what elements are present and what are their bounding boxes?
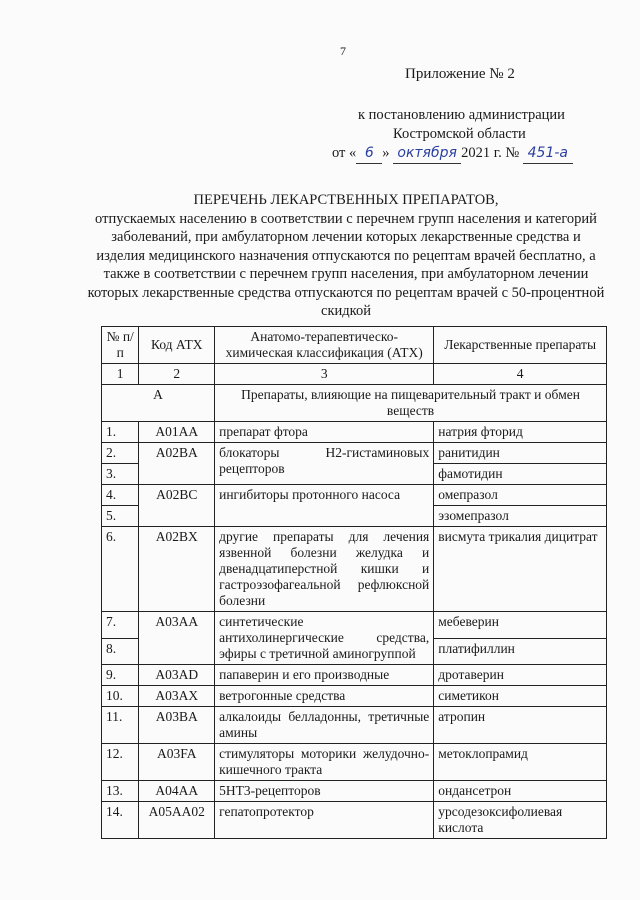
col-number-4: 4 [434,364,607,385]
row-number: 7. [102,612,139,639]
atc-code: A03BA [139,707,215,744]
atc-class: другие препараты для лечения язвенной болезни желудка и двенадцатиперстной кишки и гастроэзофагеальной рефлюксной болезни [215,527,434,612]
table-row [102,665,607,686]
table-header-row [102,327,607,364]
drug-name: ранитидин [434,443,607,464]
atc-class: ветрогонные средства [215,686,434,707]
decree-reference [332,106,573,164]
decree-month: октября [393,144,461,164]
atc-code: A02BC [139,485,215,527]
atc-class: стимуляторы моторики желудочно-кишечного тракта [215,744,434,781]
table-row [102,707,607,744]
table-row [102,686,607,707]
decree-date-line [332,144,573,164]
atc-code: A05AA02 [139,802,215,839]
decree-mid: » [382,145,390,161]
drug-name: атропин [434,707,607,744]
section-title: Препараты, влияющие на пищеварительный тракт и обмен веществ [215,385,607,422]
atc-class: блокаторы Н2-гистаминовых рецепторов [215,443,434,485]
atc-code: A03AX [139,686,215,707]
atc-code: A03AD [139,665,215,686]
col-number-1: 1 [102,364,139,385]
atc-class: 5НТ3-рецепторов [215,781,434,802]
table-row [102,527,607,612]
heading-title: ПЕРЕЧЕНЬ ЛЕКАРСТВЕННЫХ ПРЕПАРАТОВ, [193,192,499,208]
row-number: 14. [102,802,139,839]
atc-code: A03FA [139,744,215,781]
table-row [102,612,607,639]
section-letter: А [102,385,215,422]
table-row [102,422,607,443]
table-row [102,443,607,464]
page-number: 7 [340,44,346,58]
row-number: 12. [102,744,139,781]
row-number: 2. [102,443,139,464]
atc-code: A01AA [139,422,215,443]
header-class: Анатомо-терапевтическо-химическая классификация (АТХ) [215,327,434,364]
decree-day: 6 [356,144,382,164]
drug-name: фамотидин [434,464,607,485]
atc-code: A03AA [139,612,215,665]
col-number-2: 2 [139,364,215,385]
row-number: 6. [102,527,139,612]
decree-prefix: от « [332,145,357,161]
drug-name: урсодезоксифолиевая кислота [434,802,607,839]
drug-name: симетикон [434,686,607,707]
table-row [102,485,607,506]
atc-class: алкалоиды белладонны, третичные амины [215,707,434,744]
decree-line-1: к постановлению администрации [358,107,565,123]
drug-name: ондансетрон [434,781,607,802]
atc-class: гепатопротектор [215,802,434,839]
atc-class: ингибиторы протонного насоса [215,485,434,527]
atc-code: A02BX [139,527,215,612]
decree-line-2: Костромской области [393,126,526,142]
row-number: 10. [102,686,139,707]
col-number-3: 3 [215,364,434,385]
annex-title: Приложение № 2 [405,66,515,82]
column-numbers-row [102,364,607,385]
row-number: 11. [102,707,139,744]
row-number: 3. [102,464,139,485]
drug-name: метоклопрамид [434,744,607,781]
header-code: Код АТХ [139,327,215,364]
header-num: № п/п [102,327,139,364]
row-number: 8. [102,638,139,665]
heading-body: отпускаемых населению в соответствии с перечнем групп населения и категорий заболеваний, при амбулаторном лечении которых лекарственные средства и изделия медицинского назначения отпускаются по рецептам врачей бесплатно, а также в соответствии с перечнем групп населения, при амбулаторном лечении которых лекарственные средства отпускаются по рецептам врачей с 50-процентной скидкой [87,210,605,319]
header-drugs: Лекарственные препараты [434,327,607,364]
row-number: 13. [102,781,139,802]
drug-name: эзомепразол [434,506,607,527]
atc-class: препарат фтора [215,422,434,443]
decree-number: 451-а [523,144,573,164]
row-number: 1. [102,422,139,443]
drug-name: натрия фторид [434,422,607,443]
drug-name: дротаверин [434,665,607,686]
drug-name: омепразол [434,485,607,506]
atc-code: A04AA [139,781,215,802]
row-number: 4. [102,485,139,506]
atc-class: синтетические антихолинергические средства, эфиры с третичной аминогруппой [215,612,434,665]
drug-name: мебеверин [434,612,607,639]
table-row [102,781,607,802]
decree-year: 2021 г. № [461,145,520,161]
row-number: 5. [102,506,139,527]
atc-code: A02BA [139,443,215,485]
table-row [102,802,607,839]
medications-table [101,326,607,839]
drug-name: платифиллин [434,638,607,665]
atc-class: папаверин и его производные [215,665,434,686]
row-number: 9. [102,665,139,686]
drug-name: висмута трикалия дицитрат [434,527,607,612]
document-heading [86,191,606,321]
table-row [102,744,607,781]
section-row [102,385,607,422]
